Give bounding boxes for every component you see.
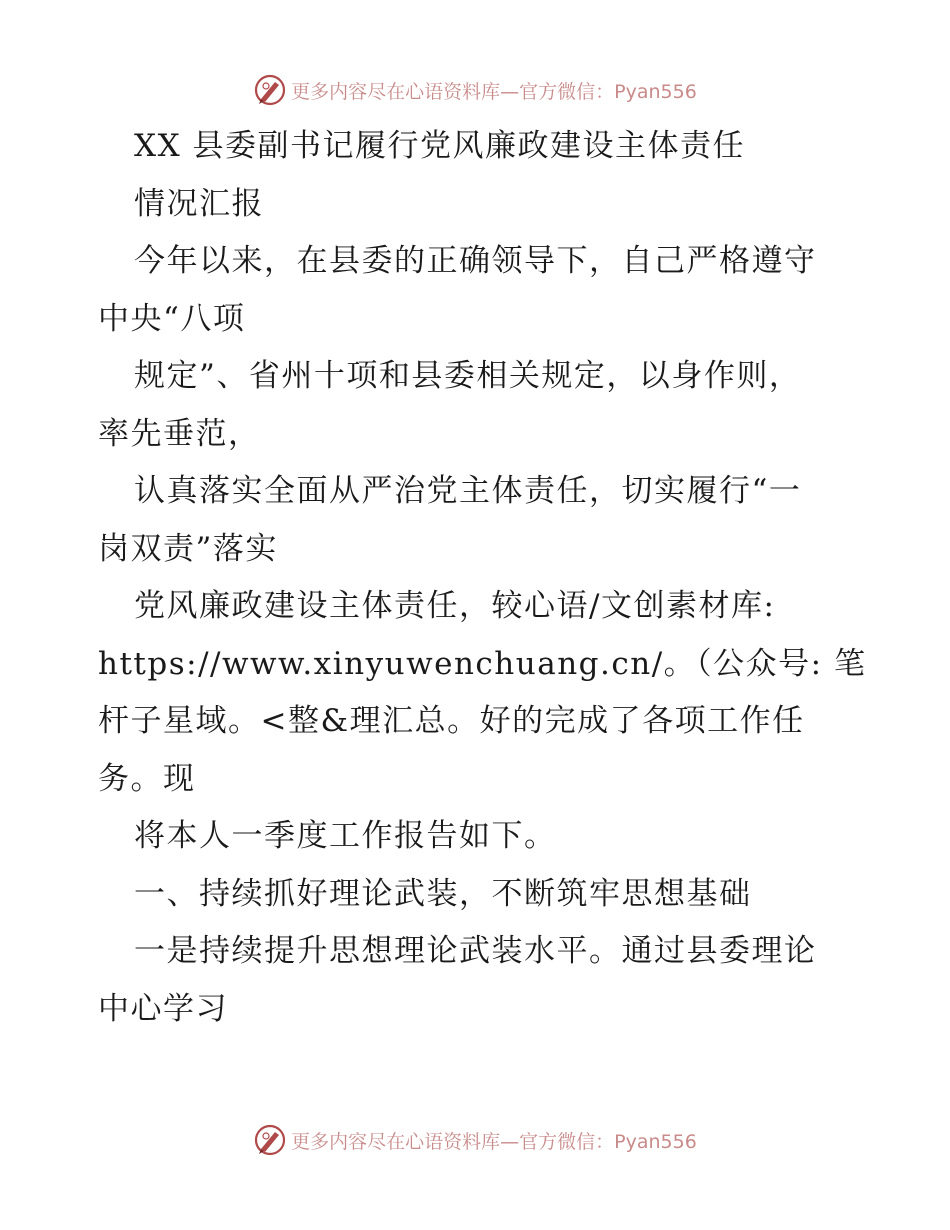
doc-line-6: 率先垂范， <box>98 415 261 452</box>
pen-logo-icon <box>253 1123 287 1157</box>
doc-line-8: 岗双责”落实 <box>98 530 278 567</box>
watermark-site-text: 更多内容尽在心语资料库 <box>291 80 501 103</box>
doc-line-14: 一、持续抓好理论武装，不断筑牢思想基础 <box>134 875 752 912</box>
doc-line-11: 杆子星域。<整&理汇总。好的完成了各项工作任 <box>98 703 805 739</box>
watermark-wechat-text: —官方微信：Pyan556 <box>500 80 697 103</box>
doc-line-2: 情况汇报 <box>134 185 264 222</box>
pen-logo-icon <box>253 73 287 107</box>
doc-line-1: XX 县委副书记履行党风廉政建设主体责任 <box>134 128 745 164</box>
doc-line-13: 将本人一季度工作报告如下。 <box>134 818 557 854</box>
watermark-text <box>291 1127 697 1154</box>
header-watermark <box>0 70 950 110</box>
doc-line-12: 务。现 <box>98 760 196 797</box>
doc-line-7: 认真落实全面从严治党主体责任，切实履行“一 <box>134 473 802 509</box>
doc-line-9: 党风廉政建设主体责任，较心语/文创素材库: <box>134 588 776 624</box>
doc-line-15: 一是持续提升思想理论武装水平。通过县委理论 <box>134 933 817 969</box>
document-body <box>98 118 867 1038</box>
doc-line-5: 规定”、省州十项和县委相关规定，以身作则， <box>134 358 802 394</box>
doc-line-3: 今年以来，在县委的正确领导下，自己严格遵守 <box>134 243 817 279</box>
doc-line-10: https://www.xinyuwenchuang.cn/。（公众号: 笔 <box>98 645 867 682</box>
footer-watermark <box>0 1120 950 1160</box>
watermark-wechat-text: —官方微信：Pyan556 <box>500 1130 697 1153</box>
watermark-site-text: 更多内容尽在心语资料库 <box>291 1130 501 1153</box>
doc-line-16: 中心学习 <box>98 990 228 1027</box>
doc-line-4: 中央“八项 <box>98 300 246 337</box>
watermark-text <box>291 77 697 104</box>
